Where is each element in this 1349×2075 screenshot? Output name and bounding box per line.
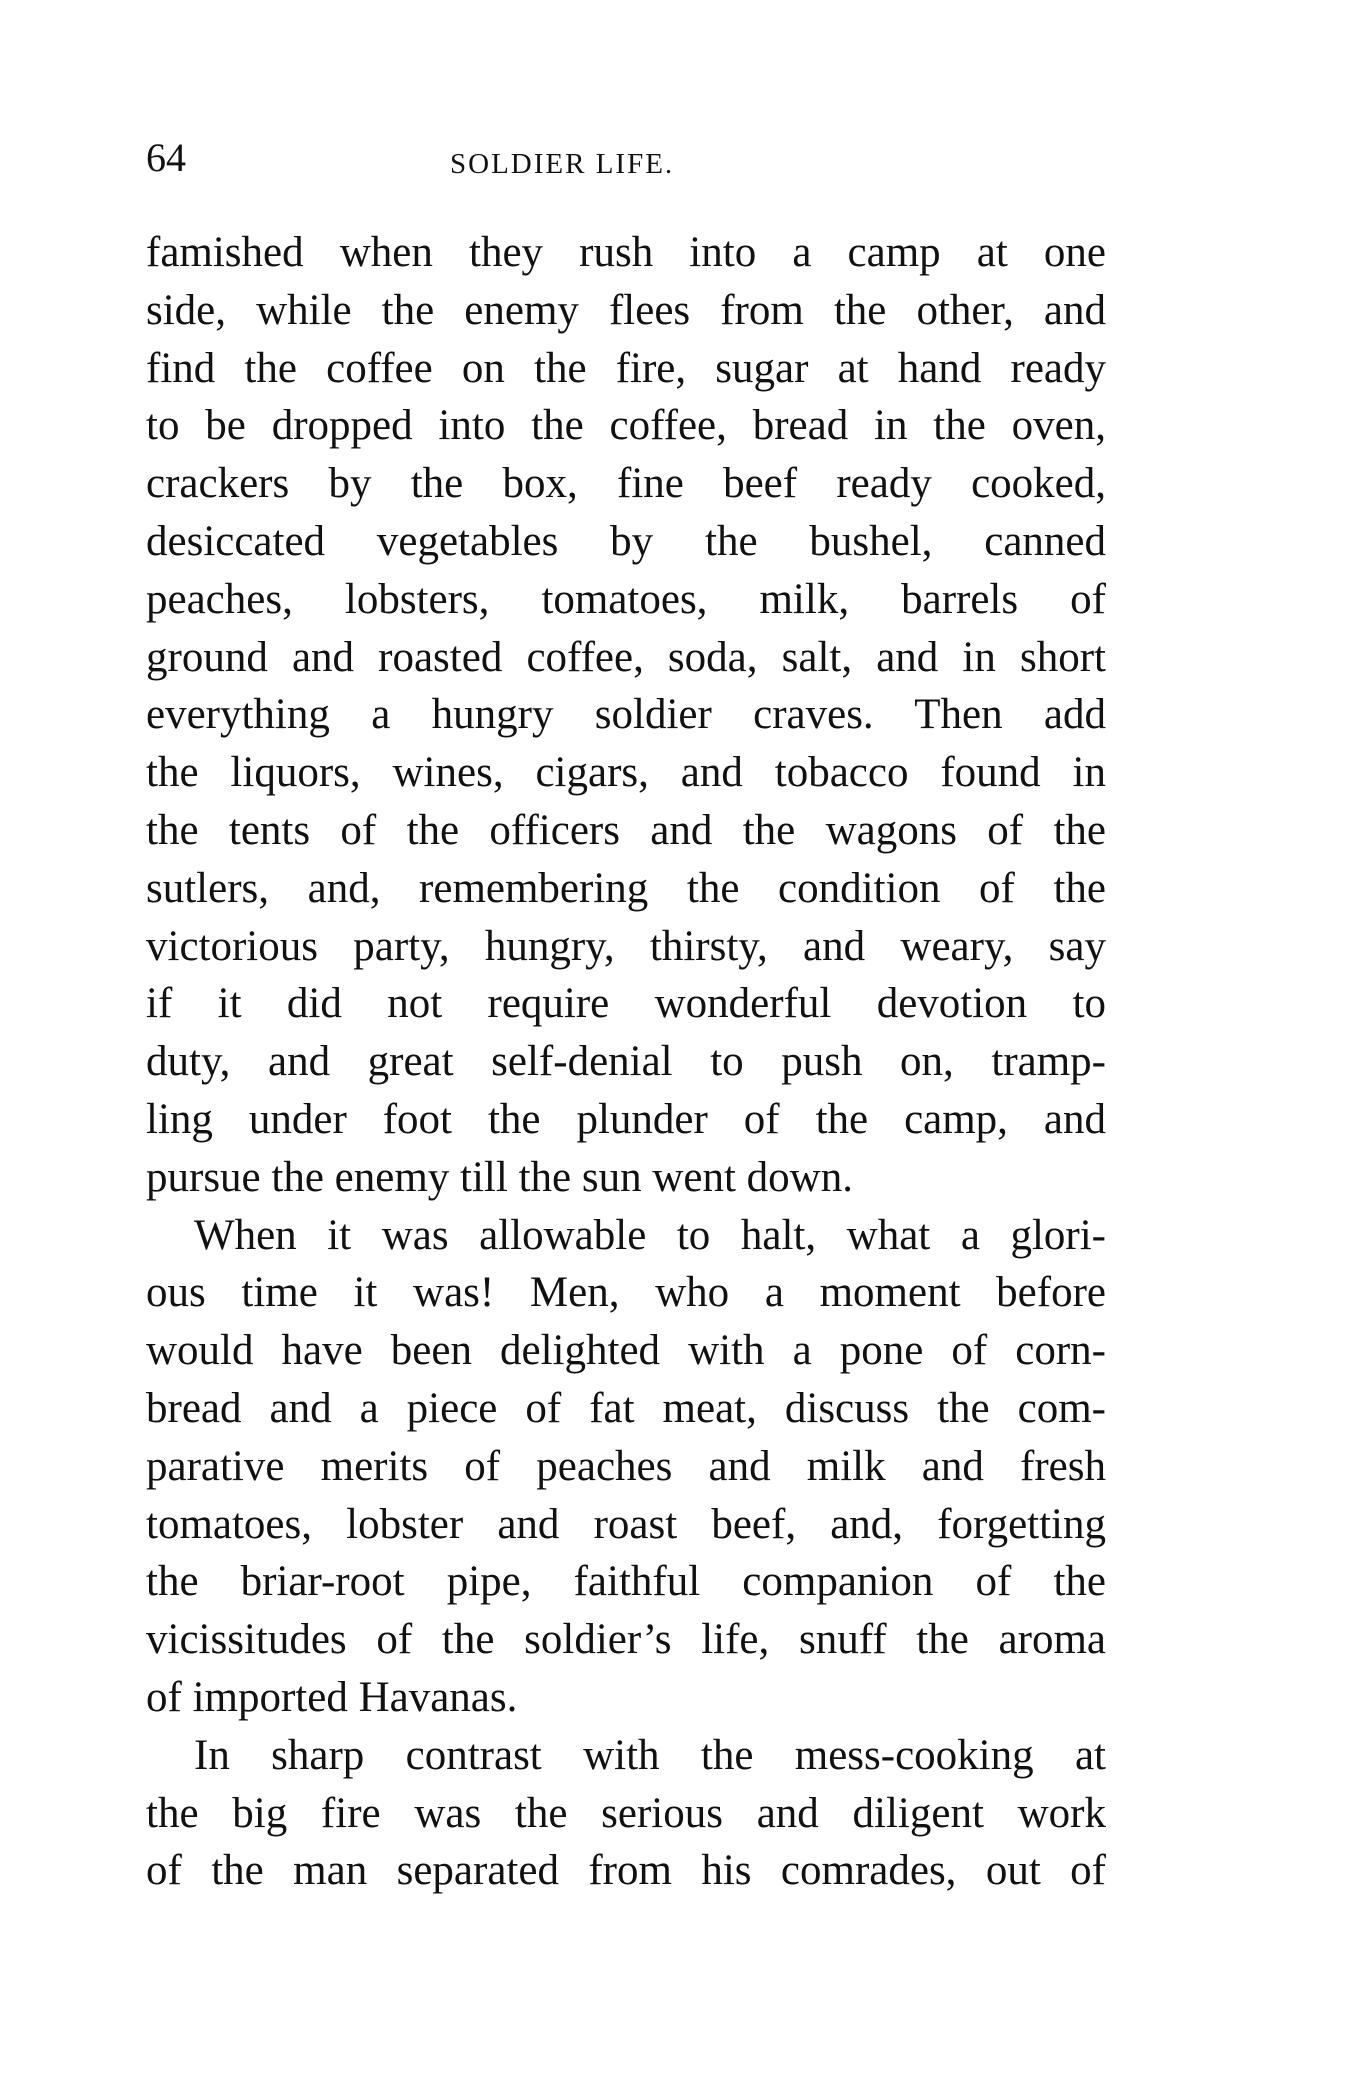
text-line: the briar-root pipe, faithful companion of the	[146, 1558, 1106, 1606]
text-line: tomatoes, lobster and roast beef, and, forgetting	[146, 1500, 1106, 1548]
page-number: 64	[146, 135, 186, 180]
running-head: SOLDIER LIFE.	[450, 148, 675, 180]
text-line: victorious party, hungry, thirsty, and weary, say	[146, 922, 1106, 970]
text-line: ous time it was! Men, who a moment before	[146, 1269, 1106, 1317]
text-line: crackers by the box, fine beef ready cooked,	[146, 460, 1106, 508]
text-line: the big fire was the serious and diligent work	[146, 1789, 1106, 1837]
text-line: side, while the enemy flees from the other, and	[146, 286, 1106, 334]
paragraph-start-line: In sharp contrast with the mess-cooking at	[194, 1731, 1106, 1779]
paragraph-end-line: of imported Havanas.	[146, 1673, 518, 1721]
text-line: ling under foot the plunder of the camp, and	[146, 1095, 1106, 1143]
text-line: would have been delighted with a pone of corn-	[146, 1327, 1106, 1375]
text-line: parative merits of peaches and milk and fresh	[146, 1442, 1106, 1490]
text-line: the tents of the officers and the wagons of the	[146, 806, 1106, 854]
text-line: if it did not require wonderful devotion to	[146, 980, 1106, 1028]
text-line: ground and roasted coffee, soda, salt, and in short	[146, 633, 1106, 681]
text-line: sutlers, and, remembering the condition of the	[146, 864, 1106, 912]
text-line: find the coffee on the fire, sugar at hand ready	[146, 344, 1106, 392]
paragraph-end-line: pursue the enemy till the sun went down.	[146, 1153, 853, 1201]
text-line: famished when they rush into a camp at one	[146, 229, 1106, 276]
text-line: bread and a piece of fat meat, discuss the com-	[146, 1384, 1106, 1432]
text-line: duty, and great self-denial to push on, tramp-	[146, 1038, 1106, 1086]
text-line: of the man separated from his comrades, out of	[146, 1847, 1106, 1895]
text-line: to be dropped into the coffee, bread in the oven,	[146, 402, 1106, 450]
text-line: everything a hungry soldier craves. Then add	[146, 691, 1106, 739]
text-line: desiccated vegetables by the bushel, canned	[146, 517, 1106, 565]
body-text	[146, 224, 1106, 1900]
text-line: vicissitudes of the soldier’s life, snuff the aroma	[146, 1616, 1106, 1664]
page-header	[146, 134, 1106, 194]
paragraph-start-line: When it was allowable to halt, what a glori-	[194, 1211, 1106, 1259]
text-line: peaches, lobsters, tomatoes, milk, barrels of	[146, 575, 1106, 623]
text-line: the liquors, wines, cigars, and tobacco found in	[146, 749, 1106, 797]
